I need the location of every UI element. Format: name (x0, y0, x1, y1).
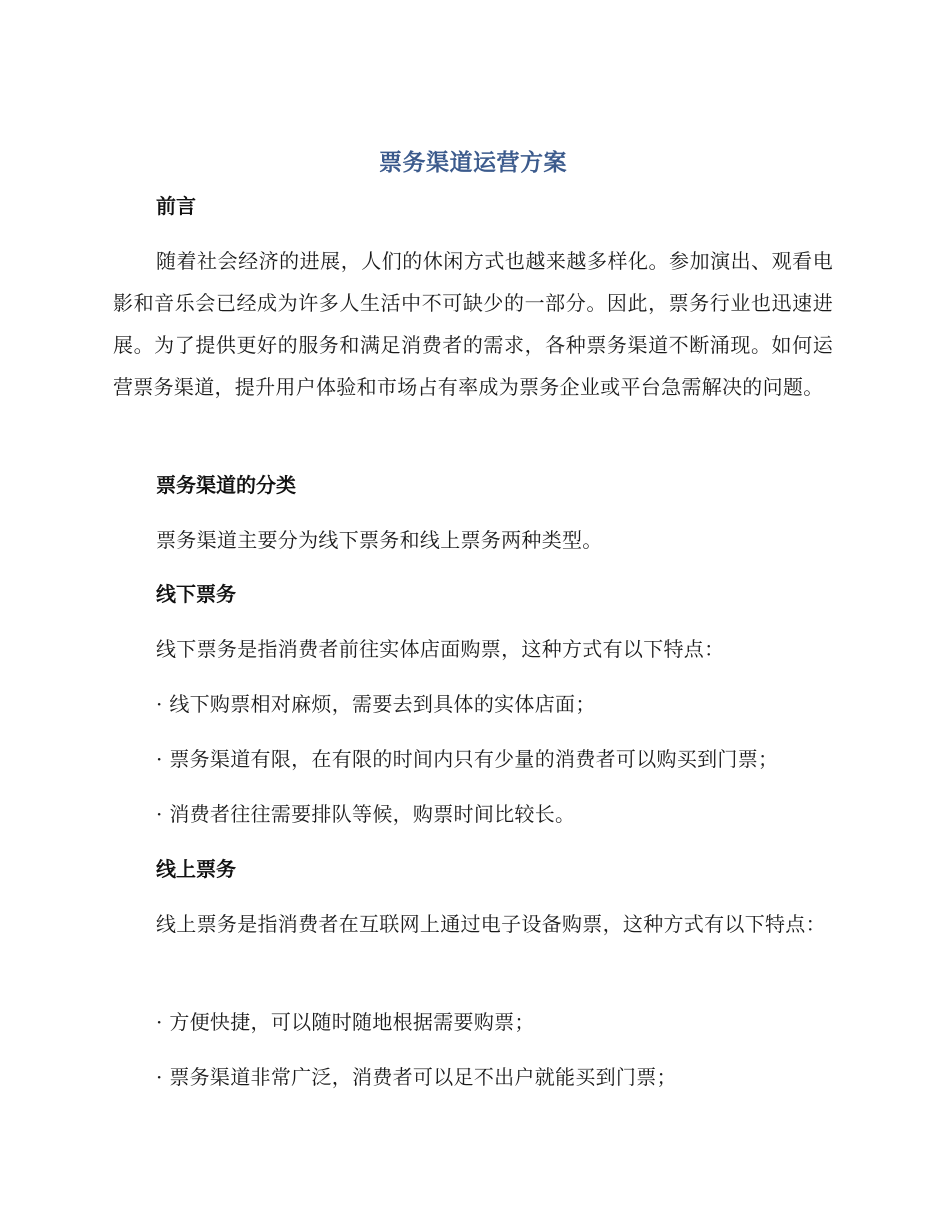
heading-preface: 前言 (156, 194, 196, 218)
online-paragraph: 线上票务是指消费者在互联网上通过电子设备购票，这种方式有以下特点： (156, 912, 826, 936)
heading-classification: 票务渠道的分类 (156, 473, 296, 497)
offline-bullet-3: · 消费者往往需要排队等候，购票时间比较长。 (156, 802, 576, 826)
document-title: 票务渠道运营方案 (379, 150, 567, 176)
offline-paragraph: 线下票务是指消费者前往实体店面购票，这种方式有以下特点： (156, 637, 725, 661)
offline-bullet-2: · 票务渠道有限，在有限的时间内只有少量的消费者可以购买到门票； (156, 747, 779, 771)
heading-offline: 线下票务 (156, 582, 236, 606)
classification-paragraph: 票务渠道主要分为线下票务和线上票务两种类型。 (156, 528, 603, 552)
preface-paragraph: 随着社会经济的进展，人们的休闲方式也越来越多样化。参加演出、观看电影和音乐会已经成为许多人生活中不可缺少的一部分。因此，票务行业也迅速进展。为了提供更好的服务和满足消费者的需求，各种票务渠道不断涌现。如何运营票务渠道，提升用户体验和市场占有率成为票务企业或平台急需解决的问题。 (113, 249, 833, 399)
online-bullet-2: · 票务渠道非常广泛，消费者可以足不出户就能买到门票； (156, 1065, 677, 1089)
online-bullet-1: · 方便快捷，可以随时随地根据需要购票； (156, 1010, 535, 1034)
heading-online: 线上票务 (156, 857, 236, 881)
offline-bullet-1: · 线下购票相对麻烦，需要去到具体的实体店面； (156, 692, 596, 716)
